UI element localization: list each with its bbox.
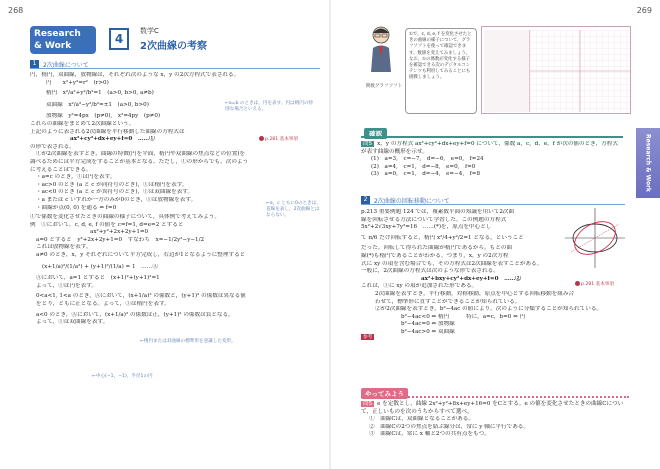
kakunin-item: (2) a=4, c=1, d=−8, e=0, f=0 [371, 163, 476, 170]
yattemiyou-choice: ③ 曲線Cは，常に x 軸と2つの共有点をもつ。 [369, 431, 490, 438]
subject-label: 数学C [140, 27, 159, 35]
s1-line: をとり，ともに正となる。よって，①は楕円を表す。 [36, 301, 170, 308]
s1-line: 楕円 x²/a²+y²/b²=1 (a>0, b>0, a≠b) [46, 90, 154, 97]
note-standard-form: ←楕円または双曲線の標準形を意識した変形。 [140, 339, 236, 344]
s1-line: a≠0 のとき，x，y それぞれについて平方完成し，右辺が1となるように整理すると [36, 252, 246, 259]
note-center: ←中心(−1，−1)，半径1の円 [92, 374, 153, 379]
graph-software-screenshot [481, 26, 631, 114]
s2-line: だった。回転して得られた曲線が楕円であるから，もとの曲 [361, 245, 513, 252]
equation-A: (x+1/a)²/(1/a²) + (y+1)²/(1/a) = 1 ……Ⓐ [42, 263, 158, 270]
graph-grid [530, 30, 630, 112]
s1-line: の形で表される。 [30, 143, 75, 150]
s1-line: 円 x²+y²=r² (r>0) [46, 79, 109, 86]
graph-panel-left [484, 30, 530, 112]
s1-line: 上記のように表される2次曲線を平行移動した曲線の方程式は [30, 128, 185, 135]
yattemiyou-box [361, 396, 629, 439]
sanko-tag: 参考 [363, 335, 373, 340]
s1-bullet: ・a または c いずれか一方のみが0のとき，①は放物線を表す。 [36, 196, 197, 203]
equation-1: ax²+cy²+dx+ey+f=0 ……① [70, 136, 155, 143]
s1-bullet: ・a=c のとき，①は円を表す。 [36, 174, 116, 181]
yattemiyou-problem [361, 401, 629, 416]
s1-line: ax²+y²+2x+2y+1=0 [90, 229, 149, 236]
reference-1 [259, 136, 298, 143]
page-number-left: 268 [8, 6, 24, 15]
s1-line: これは放物線を表す。 [36, 244, 92, 251]
s1-bullet: ・ac<0 のとき (a と c が異符号のとき)，①は双曲線を表す。 [36, 189, 194, 196]
s2-line: 2次曲線を表すとき，平行移動，対称移動，原点を中心とする回転移動を組み合 [375, 290, 575, 297]
s2-line: p.213 重要例題 124 では，複素数平面の知識を用いて2次曲 [361, 209, 515, 215]
kakunin-text: x，y の方程式 ax²+cy²+dx+ey+f=0 について，係数 a，c，d，e，f が次の値のとき，方程式が表す曲線の概形を示せ。 [361, 141, 618, 155]
s2-line: 式に xy の項を含む場合でも，その方程式は2次曲線を表すことがある。 [361, 260, 543, 267]
side-tab: Research & Work [636, 128, 660, 198]
reference-icon [575, 281, 580, 286]
section2-heading-text: 2次曲線の回転移動について [374, 197, 450, 205]
note-ac-zero: ←a，c ともに0のときは，直線を表し，2次曲線とはならない。 [266, 201, 321, 218]
reference-2 [575, 281, 614, 288]
s1-bullet: ・ac>0 のとき (a と c が同符号のとき)，①は楕円を表す。 [36, 181, 188, 188]
chapter-number: 4 [109, 28, 129, 50]
classification-line: b²−4ac>0 ⇔ 双曲線 [401, 328, 455, 335]
yattemiyou-text: e を定数とし，曲線 2x²+y²+8x+ey+16=0 をCとする。e の値を変化させたときの曲線Cについて，正しいものを次のうちからすべて選べ。 [361, 401, 624, 415]
s2-line: ②が2次曲線を表すとき，b²−4ac の値により，次のように分類することが知られている。 [375, 306, 603, 313]
yattemiyou-choice: ① 曲線Cは，双曲線となることがある。 [369, 416, 474, 423]
section1-heading [30, 60, 320, 69]
yattemiyou-tag: やってみよう [361, 388, 408, 399]
kakunin-problem [361, 141, 623, 156]
s1-line: Ⓐにおいて，a=1 とすると (x+1)²+(y+1)²=1 [36, 275, 160, 282]
s1-line: 双曲線 x²/a²−y²/b²=±1 (a>0, b>0) [46, 101, 149, 108]
section2-heading [361, 196, 625, 205]
s1-line: a<0 のとき，Ⓐにおいて，(x+1/a)² の係数は正，(y+1)² の係数は負となる。 [36, 311, 234, 318]
kakunin-box [361, 136, 623, 181]
classification-line: b²−4ac=0 ⇔ 放物線 [401, 321, 455, 328]
s1-line: ①が2次曲線を表すとき，曲線の特徴(円を平面，楕円や双曲線の焦点などの位置)を [36, 151, 246, 158]
reference-icon [259, 136, 264, 141]
classification-line: b²−4ac<0 ⇔ 楕円 特に，a=c，b=0 ⇔ 円 [401, 313, 526, 320]
kakunin-problem-label: 問5 [363, 141, 373, 147]
right-page [331, 0, 660, 469]
teacher-icon [368, 24, 394, 74]
reference-1-text: p.281 基本事項 [265, 137, 298, 142]
teacher-avatar [368, 24, 394, 84]
yattemiyou-choice: ② 曲線Cの2つの焦点を結ぶ線分は，常に y 軸に平行である。 [369, 423, 529, 430]
s1-line: 円，楕円，双曲線，放物線は，それぞれ次のような x，y の2次方程式で表される。 [30, 72, 240, 78]
section1-number: 1 [30, 60, 39, 68]
s1-line: 0<a<1, 1<a のとき，Ⓐにおいて，(x+1/a)² の係数と，(y+1)² の係数は異なる値 [36, 293, 246, 300]
s1-line: よって，①は双曲線を表す。 [36, 319, 109, 326]
s1-line: 放物線 y²=4px (p≠0), x²=4py (p≠0) [46, 113, 161, 120]
s1-line: a=0 とすると y²+2x+2y+1=0 すなわち x=−1/2y²−y−1/2 [36, 236, 205, 243]
software-bubble: ①で，c, d, e, f を変化させたときの曲線の様子について，グラフソフトを使って確認できます。数値を変えてみましょう。なお，①の係数が変化する様子を確認できる次のデジタルコンテンツも利用してみることにも挑戦しましょう。 [405, 28, 477, 114]
research-work-logo [30, 26, 96, 54]
section1-heading-text: 2次曲線について [43, 61, 89, 69]
page-title: 2次曲線の考察 [140, 41, 207, 52]
s2-line: わせて，標準形に直すことができることが知られている。 [375, 298, 521, 305]
example-line: 例 ①において，c, d, e, f の値を c=f=1, d=e=2 とすると [30, 221, 184, 228]
s1-line: に考えることはできる。 [30, 166, 92, 173]
s2-line: て π/6 だけ回転すると，楕円 x²/4+y²/2=1 となる，ということ [361, 234, 524, 241]
rotated-ellipse-figure [563, 206, 627, 270]
s2-line: 5x²+2√3xy+7y²=16 ……(*)を，原点を中心とし [361, 224, 492, 231]
s1-line: これらの曲線をまとめて2次曲線という。 [30, 120, 135, 127]
s1-line: よって，①は円を表す。 [36, 282, 97, 289]
kakunin-item: (1) a=3, c=−7, d=−6, e=0, f=24 [371, 156, 484, 163]
s2-line: 線(*)も楕円であることがわかる。つまり，x，y の2次方程 [361, 252, 509, 259]
logo-line2: & Work [34, 41, 72, 51]
s2-line: これは，①に xy の項が追加された形である。 [361, 283, 478, 290]
s1-line: 調べるためには平方完成をすることが基本となる。ただし，①の形からでも，次のよう [30, 158, 249, 165]
kakunin-tag: 確認 [364, 128, 387, 139]
yattemiyou-problem-label: 問5 [363, 401, 373, 407]
reference-2-text: p.281 基本事項 [581, 282, 614, 287]
equation-2: ax²+bxy+cy²+dx+ey+f=0 ……② [421, 275, 521, 282]
kakunin-item: (3) a=0, c=1, d=−4, e=−4, f=8 [371, 171, 481, 178]
s1-bullet: ・曲線が点(0, 0) を通る ⇔ f=0 [36, 204, 117, 211]
software-label: 関数グラフソフト [365, 84, 403, 89]
note-a-equals-b: ←a=b のときは，円を表す。円は楕円の特別な場合といえる。 [225, 101, 314, 112]
s2-line: 線を回転させる方法について学習した。この例題の方程式 [361, 216, 507, 223]
s2-line: 一般に，2次曲線の方程式は次のような形で表される。 [361, 268, 499, 275]
s1-line: ①で係数を変化させたときの曲線の様子について，具体例で考えてみよう。 [30, 214, 220, 221]
section2-number: 2 [361, 196, 370, 204]
logo-line1: Research [34, 29, 81, 39]
page-number-right: 269 [636, 6, 652, 15]
